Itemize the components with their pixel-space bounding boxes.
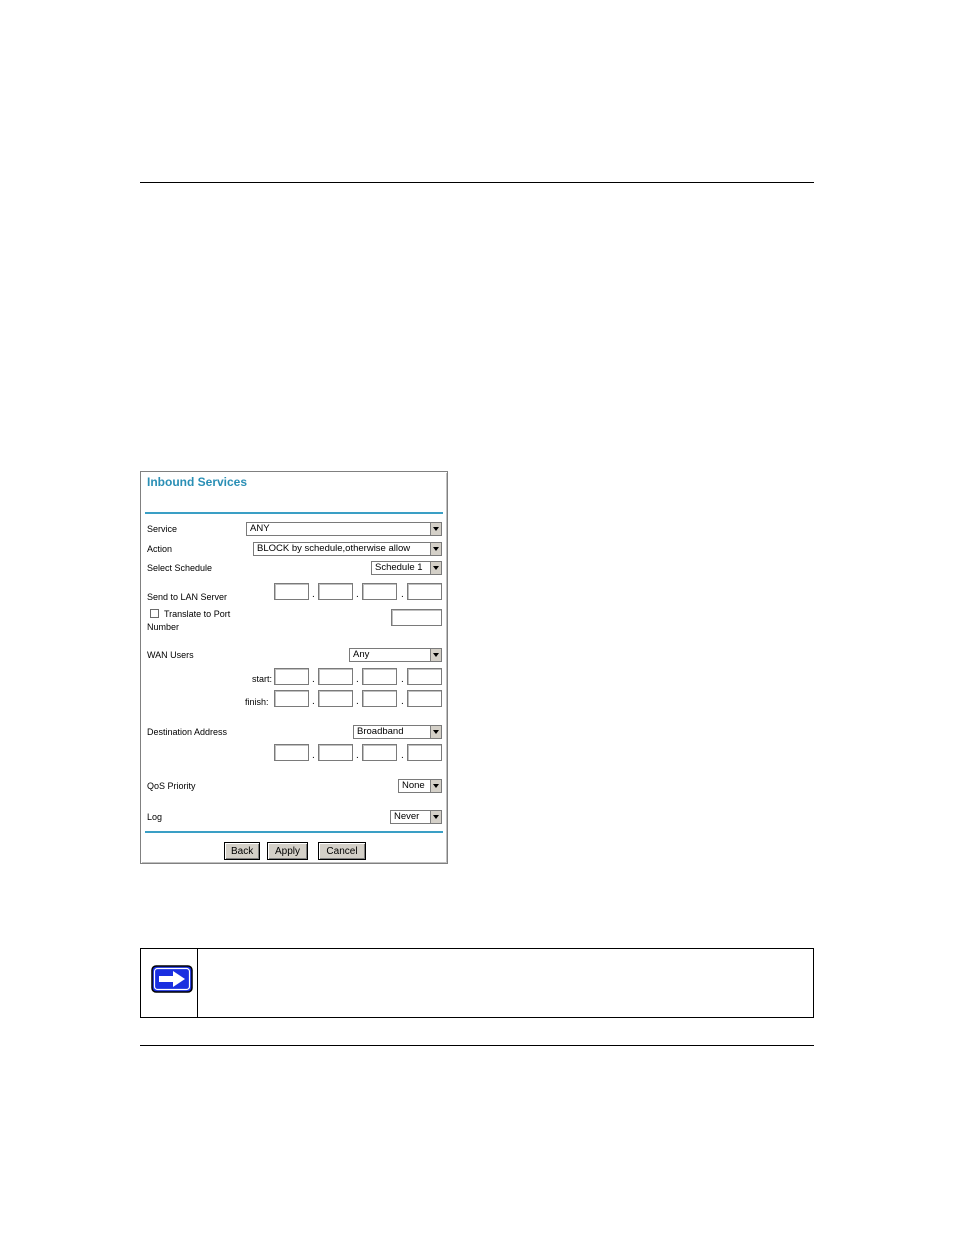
ip-dot: . [312, 696, 315, 707]
ip-dot: . [312, 750, 315, 761]
qos-select-value: None [402, 780, 425, 791]
page-title: Inbound Services [147, 475, 248, 489]
destination-select-value: Broadband [357, 726, 404, 737]
chevron-down-icon[interactable] [430, 543, 441, 555]
chevron-down-icon[interactable] [430, 562, 441, 574]
schedule-select-value: Schedule 1 [375, 562, 423, 573]
qos-select[interactable] [398, 779, 442, 793]
chevron-down-icon[interactable] [430, 523, 441, 535]
wan-users-select[interactable] [349, 648, 442, 662]
ip-dot: . [312, 589, 315, 600]
action-select[interactable] [253, 542, 442, 556]
translate-port-checkbox[interactable] [150, 609, 159, 618]
chevron-down-icon[interactable] [430, 726, 441, 738]
destination-ip-2[interactable] [318, 744, 353, 761]
cancel-button[interactable]: Cancel [318, 842, 366, 860]
log-select-value: Never [394, 811, 420, 822]
top-rule [140, 182, 814, 183]
action-label: Action [147, 544, 173, 554]
lan-server-ip-4[interactable] [407, 583, 442, 600]
log-select[interactable] [390, 810, 442, 824]
service-select-value: ANY [250, 523, 270, 534]
destination-ip-4[interactable] [407, 744, 442, 761]
ip-dot: . [356, 674, 359, 685]
chevron-down-icon[interactable] [430, 649, 441, 661]
wan-finish-ip-3[interactable] [362, 690, 397, 707]
wan-users-select-value: Any [353, 649, 370, 660]
wan-finish-ip-2[interactable] [318, 690, 353, 707]
note-box [140, 948, 814, 1018]
service-label: Service [147, 524, 178, 534]
qos-label: QoS Priority [147, 781, 196, 791]
action-select-value: BLOCK by schedule,otherwise allow [257, 543, 411, 554]
destination-ip-1[interactable] [274, 744, 309, 761]
lan-server-ip-1[interactable] [274, 583, 309, 600]
right-arrow-icon [151, 965, 193, 998]
ip-dot: . [356, 589, 359, 600]
wan-start-ip-1[interactable] [274, 668, 309, 685]
ip-dot: . [401, 696, 404, 707]
schedule-select[interactable] [371, 561, 442, 575]
schedule-label: Select Schedule [147, 563, 213, 573]
translate-port-label-cont: Number [147, 622, 180, 632]
bottom-rule [140, 1045, 814, 1046]
back-button[interactable]: Back [224, 842, 260, 860]
ip-dot: . [312, 674, 315, 685]
destination-select[interactable] [353, 725, 442, 739]
wan-start-ip-4[interactable] [407, 668, 442, 685]
lan-server-ip-2[interactable] [318, 583, 353, 600]
ip-dot: . [401, 674, 404, 685]
wan-finish-ip-1[interactable] [274, 690, 309, 707]
destination-label: Destination Address [147, 727, 228, 737]
service-select[interactable] [246, 522, 442, 536]
chevron-down-icon[interactable] [430, 811, 441, 823]
ip-dot: . [356, 696, 359, 707]
footer-divider [145, 831, 443, 833]
lan-server-ip-3[interactable] [362, 583, 397, 600]
inbound-services-panel [140, 471, 448, 864]
chevron-down-icon[interactable] [430, 780, 441, 792]
destination-ip-3[interactable] [362, 744, 397, 761]
translate-port-label: Translate to Port [164, 609, 231, 619]
finish-label: finish: [245, 697, 269, 707]
apply-button[interactable]: Apply [267, 842, 308, 860]
wan-start-ip-2[interactable] [318, 668, 353, 685]
translate-port-input[interactable] [391, 609, 442, 626]
log-label: Log [147, 812, 163, 822]
note-divider [197, 949, 198, 1017]
ip-dot: . [401, 589, 404, 600]
wan-finish-ip-4[interactable] [407, 690, 442, 707]
wan-users-label: WAN Users [147, 650, 194, 660]
wan-start-ip-3[interactable] [362, 668, 397, 685]
ip-dot: . [356, 750, 359, 761]
ip-dot: . [401, 750, 404, 761]
start-label: start: [252, 674, 273, 684]
lan-server-label: Send to LAN Server [147, 592, 228, 602]
title-divider [145, 512, 443, 514]
